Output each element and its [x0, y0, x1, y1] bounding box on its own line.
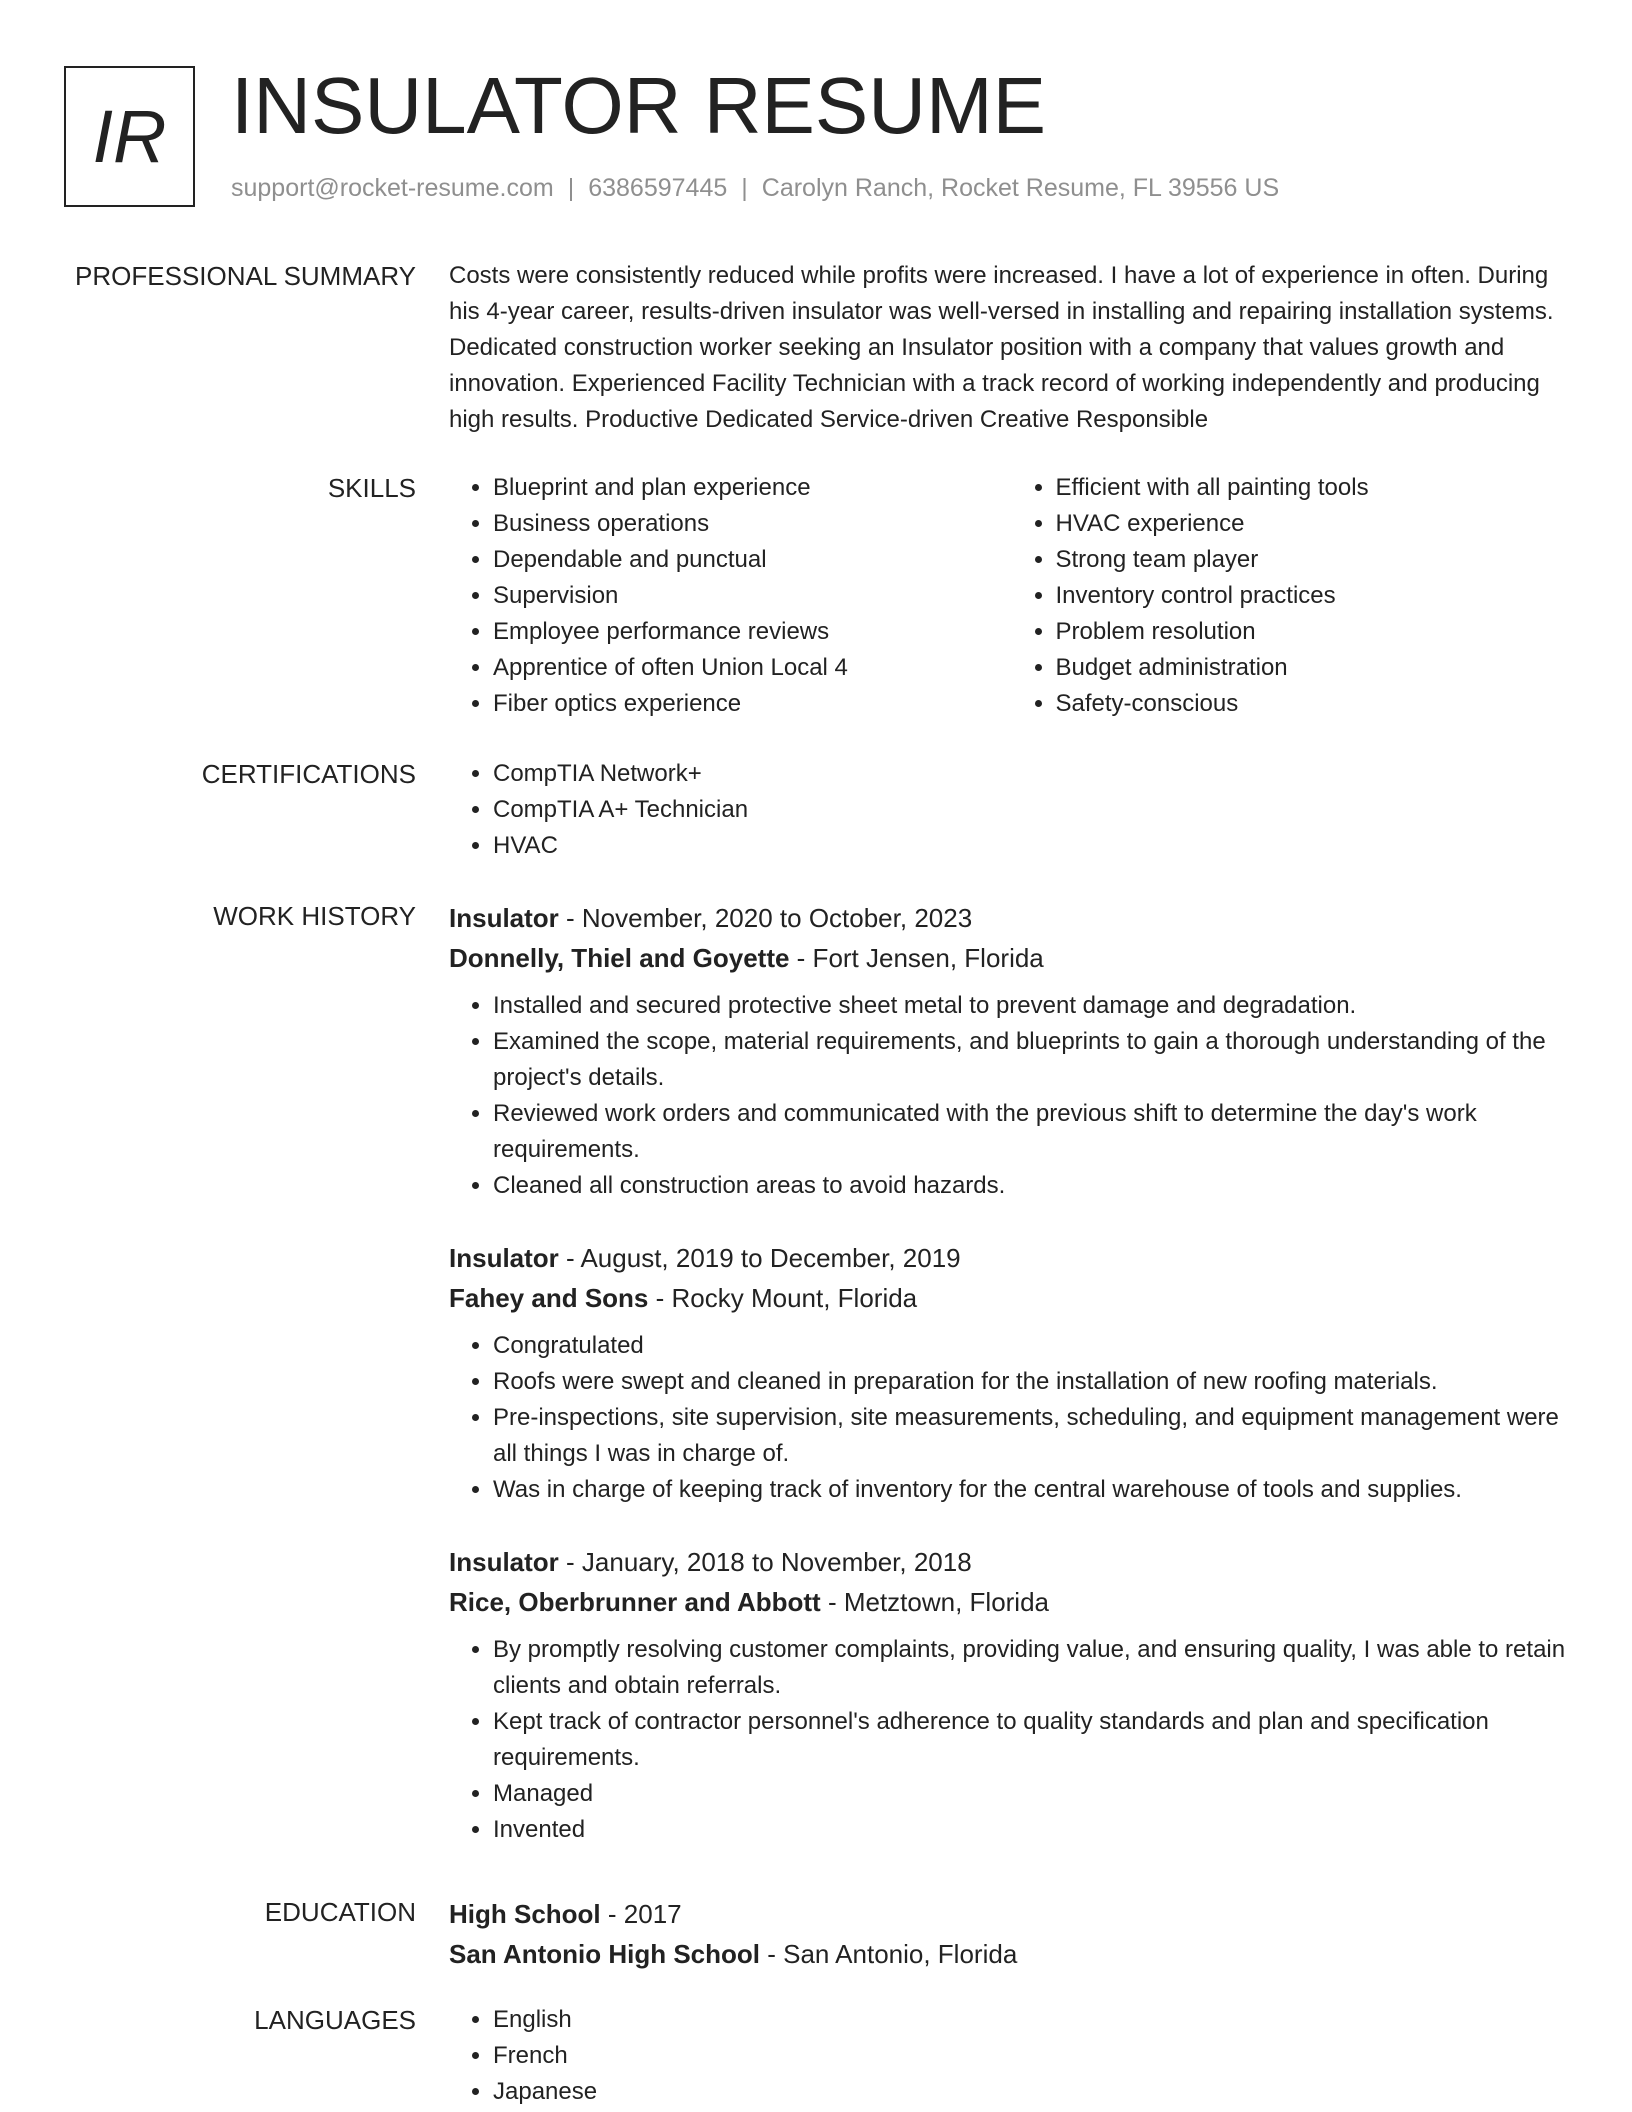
- job-bullets: [449, 1328, 1574, 1508]
- job-bullets: [449, 1632, 1574, 1848]
- job-bullet: • Congratulated: [493, 1328, 1574, 1364]
- job-location: - Metztown, Florida: [820, 1587, 1050, 1617]
- section-label-summary: PROFESSIONAL SUMMARY: [75, 261, 416, 291]
- languages-list: [449, 2002, 1574, 2110]
- education-school-line: [449, 1934, 1574, 1974]
- section-label-work-history: WORK HISTORY: [213, 901, 416, 931]
- job-company-line: [449, 1278, 1574, 1318]
- job-bullet: • Examined the scope, material requirements, and blueprints to gain a thorough understanding of the project's details.: [493, 1024, 1574, 1096]
- summary-text: Costs were consistently reduced while profits were increased. I have a lot of experience in often. During his 4-year career, results-driven insulator was well-versed in installing and repairing installation systems. Dedicated construction worker seeking an Insulator position with a company that values growth and innovation. Experienced Facility Technician with a track record of working independently and producing high results. Productive Dedicated Service-driven Creative Responsible: [449, 262, 1554, 433]
- job-entry: [449, 1238, 1574, 1508]
- job-dates: - August, 2019 to December, 2019: [558, 1243, 961, 1273]
- job-title: Insulator: [449, 1547, 559, 1577]
- skill-item: • Employee performance reviews: [493, 614, 1012, 650]
- job-company: Fahey and Sons: [449, 1283, 649, 1313]
- skill-item: • Inventory control practices: [1056, 578, 1575, 614]
- contact-line: [231, 174, 1279, 203]
- education-location: - San Antonio, Florida: [760, 1939, 1018, 1969]
- language-item: • Japanese: [493, 2074, 1574, 2110]
- job-company-line: [449, 1582, 1574, 1622]
- language-item: • English: [493, 2002, 1574, 2038]
- section-label-education: EDUCATION: [264, 1897, 416, 1927]
- contact-separator: |: [741, 174, 748, 202]
- skill-item: • Business operations: [493, 506, 1012, 542]
- contact-email[interactable]: support@rocket-resume.com: [231, 174, 554, 202]
- monogram-badge: IR: [64, 66, 195, 207]
- section-label-languages: LANGUAGES: [254, 2005, 416, 2035]
- job-company-line: [449, 938, 1574, 978]
- certifications-body: [449, 756, 1574, 864]
- job-title-line: [449, 1542, 1574, 1582]
- job-dates: - January, 2018 to November, 2018: [558, 1547, 972, 1577]
- education-degree: High School: [449, 1899, 601, 1929]
- job-location: - Rocky Mount, Florida: [648, 1283, 918, 1313]
- certification-item: • CompTIA Network+: [493, 756, 1574, 792]
- certifications-list: [449, 756, 1574, 864]
- job-dates: - November, 2020 to October, 2023: [558, 903, 973, 933]
- language-item: • French: [493, 2038, 1574, 2074]
- job-entry: [449, 1542, 1574, 1848]
- job-bullet: • Roofs were swept and cleaned in preparation for the installation of new roofing materials.: [493, 1364, 1574, 1400]
- skill-item: • Dependable and punctual: [493, 542, 1012, 578]
- job-company: Rice, Oberbrunner and Abbott: [449, 1587, 821, 1617]
- job-location: - Fort Jensen, Florida: [789, 943, 1044, 973]
- resume-header: [64, 61, 1572, 211]
- skills-list-right: [1012, 470, 1575, 722]
- certification-item: • CompTIA A+ Technician: [493, 792, 1574, 828]
- resume-title: INSULATOR RESUME: [231, 61, 1046, 150]
- skill-item: • HVAC experience: [1056, 506, 1575, 542]
- section-label-certifications: CERTIFICATIONS: [201, 759, 416, 789]
- certification-item: • HVAC: [493, 828, 1574, 864]
- skill-item: • Apprentice of often Union Local 4: [493, 650, 1012, 686]
- skills-columns: [449, 470, 1574, 722]
- job-bullet: • Pre-inspections, site supervision, site measurements, scheduling, and equipment management were all things I was in charge of.: [493, 1400, 1574, 1472]
- job-bullet: • Invented: [493, 1812, 1574, 1848]
- section-label-skills: SKILLS: [327, 473, 416, 503]
- job-title-line: [449, 1238, 1574, 1278]
- skill-item: • Strong team player: [1056, 542, 1575, 578]
- job-bullet: • By promptly resolving customer complaints, providing value, and ensuring quality, I was able to retain clients and obtain referrals.: [493, 1632, 1574, 1704]
- skill-item: • Problem resolution: [1056, 614, 1575, 650]
- education-school: San Antonio High School: [449, 1939, 761, 1969]
- skill-item: • Fiber optics experience: [493, 686, 1012, 722]
- education-year: - 2017: [600, 1899, 682, 1929]
- skill-item: • Supervision: [493, 578, 1012, 614]
- contact-address: Carolyn Ranch, Rocket Resume, FL 39556 US: [761, 174, 1280, 202]
- contact-separator: |: [567, 174, 575, 202]
- job-company: Donnelly, Thiel and Goyette: [449, 943, 790, 973]
- job-title: Insulator: [449, 903, 559, 933]
- languages-body: [449, 2002, 1574, 2110]
- job-bullet: • Kept track of contractor personnel's adherence to quality standards and plan and specification requirements.: [493, 1704, 1574, 1776]
- education-body: [449, 1894, 1574, 1974]
- education-degree-line: [449, 1894, 1574, 1934]
- job-bullet: • Reviewed work orders and communicated with the previous shift to determine the day's work requirements.: [493, 1096, 1574, 1168]
- skill-item: • Safety-conscious: [1056, 686, 1575, 722]
- job-bullet: • Cleaned all construction areas to avoid hazards.: [493, 1168, 1574, 1204]
- contact-phone[interactable]: 6386597445: [588, 174, 728, 202]
- skill-item: • Budget administration: [1056, 650, 1575, 686]
- job-bullets: [449, 988, 1574, 1204]
- skill-item: • Blueprint and plan experience: [493, 470, 1012, 506]
- job-bullet: • Managed: [493, 1776, 1574, 1812]
- skills-list-left: [449, 470, 1012, 722]
- work-history-body: [449, 898, 1574, 1848]
- skill-item: • Efficient with all painting tools: [1056, 470, 1575, 506]
- job-bullet: • Installed and secured protective sheet metal to prevent damage and degradation.: [493, 988, 1574, 1024]
- job-entry: [449, 898, 1574, 1204]
- job-title-line: [449, 898, 1574, 938]
- job-bullet: • Was in charge of keeping track of inventory for the central warehouse of tools and supplies.: [493, 1472, 1574, 1508]
- job-title: Insulator: [449, 1243, 559, 1273]
